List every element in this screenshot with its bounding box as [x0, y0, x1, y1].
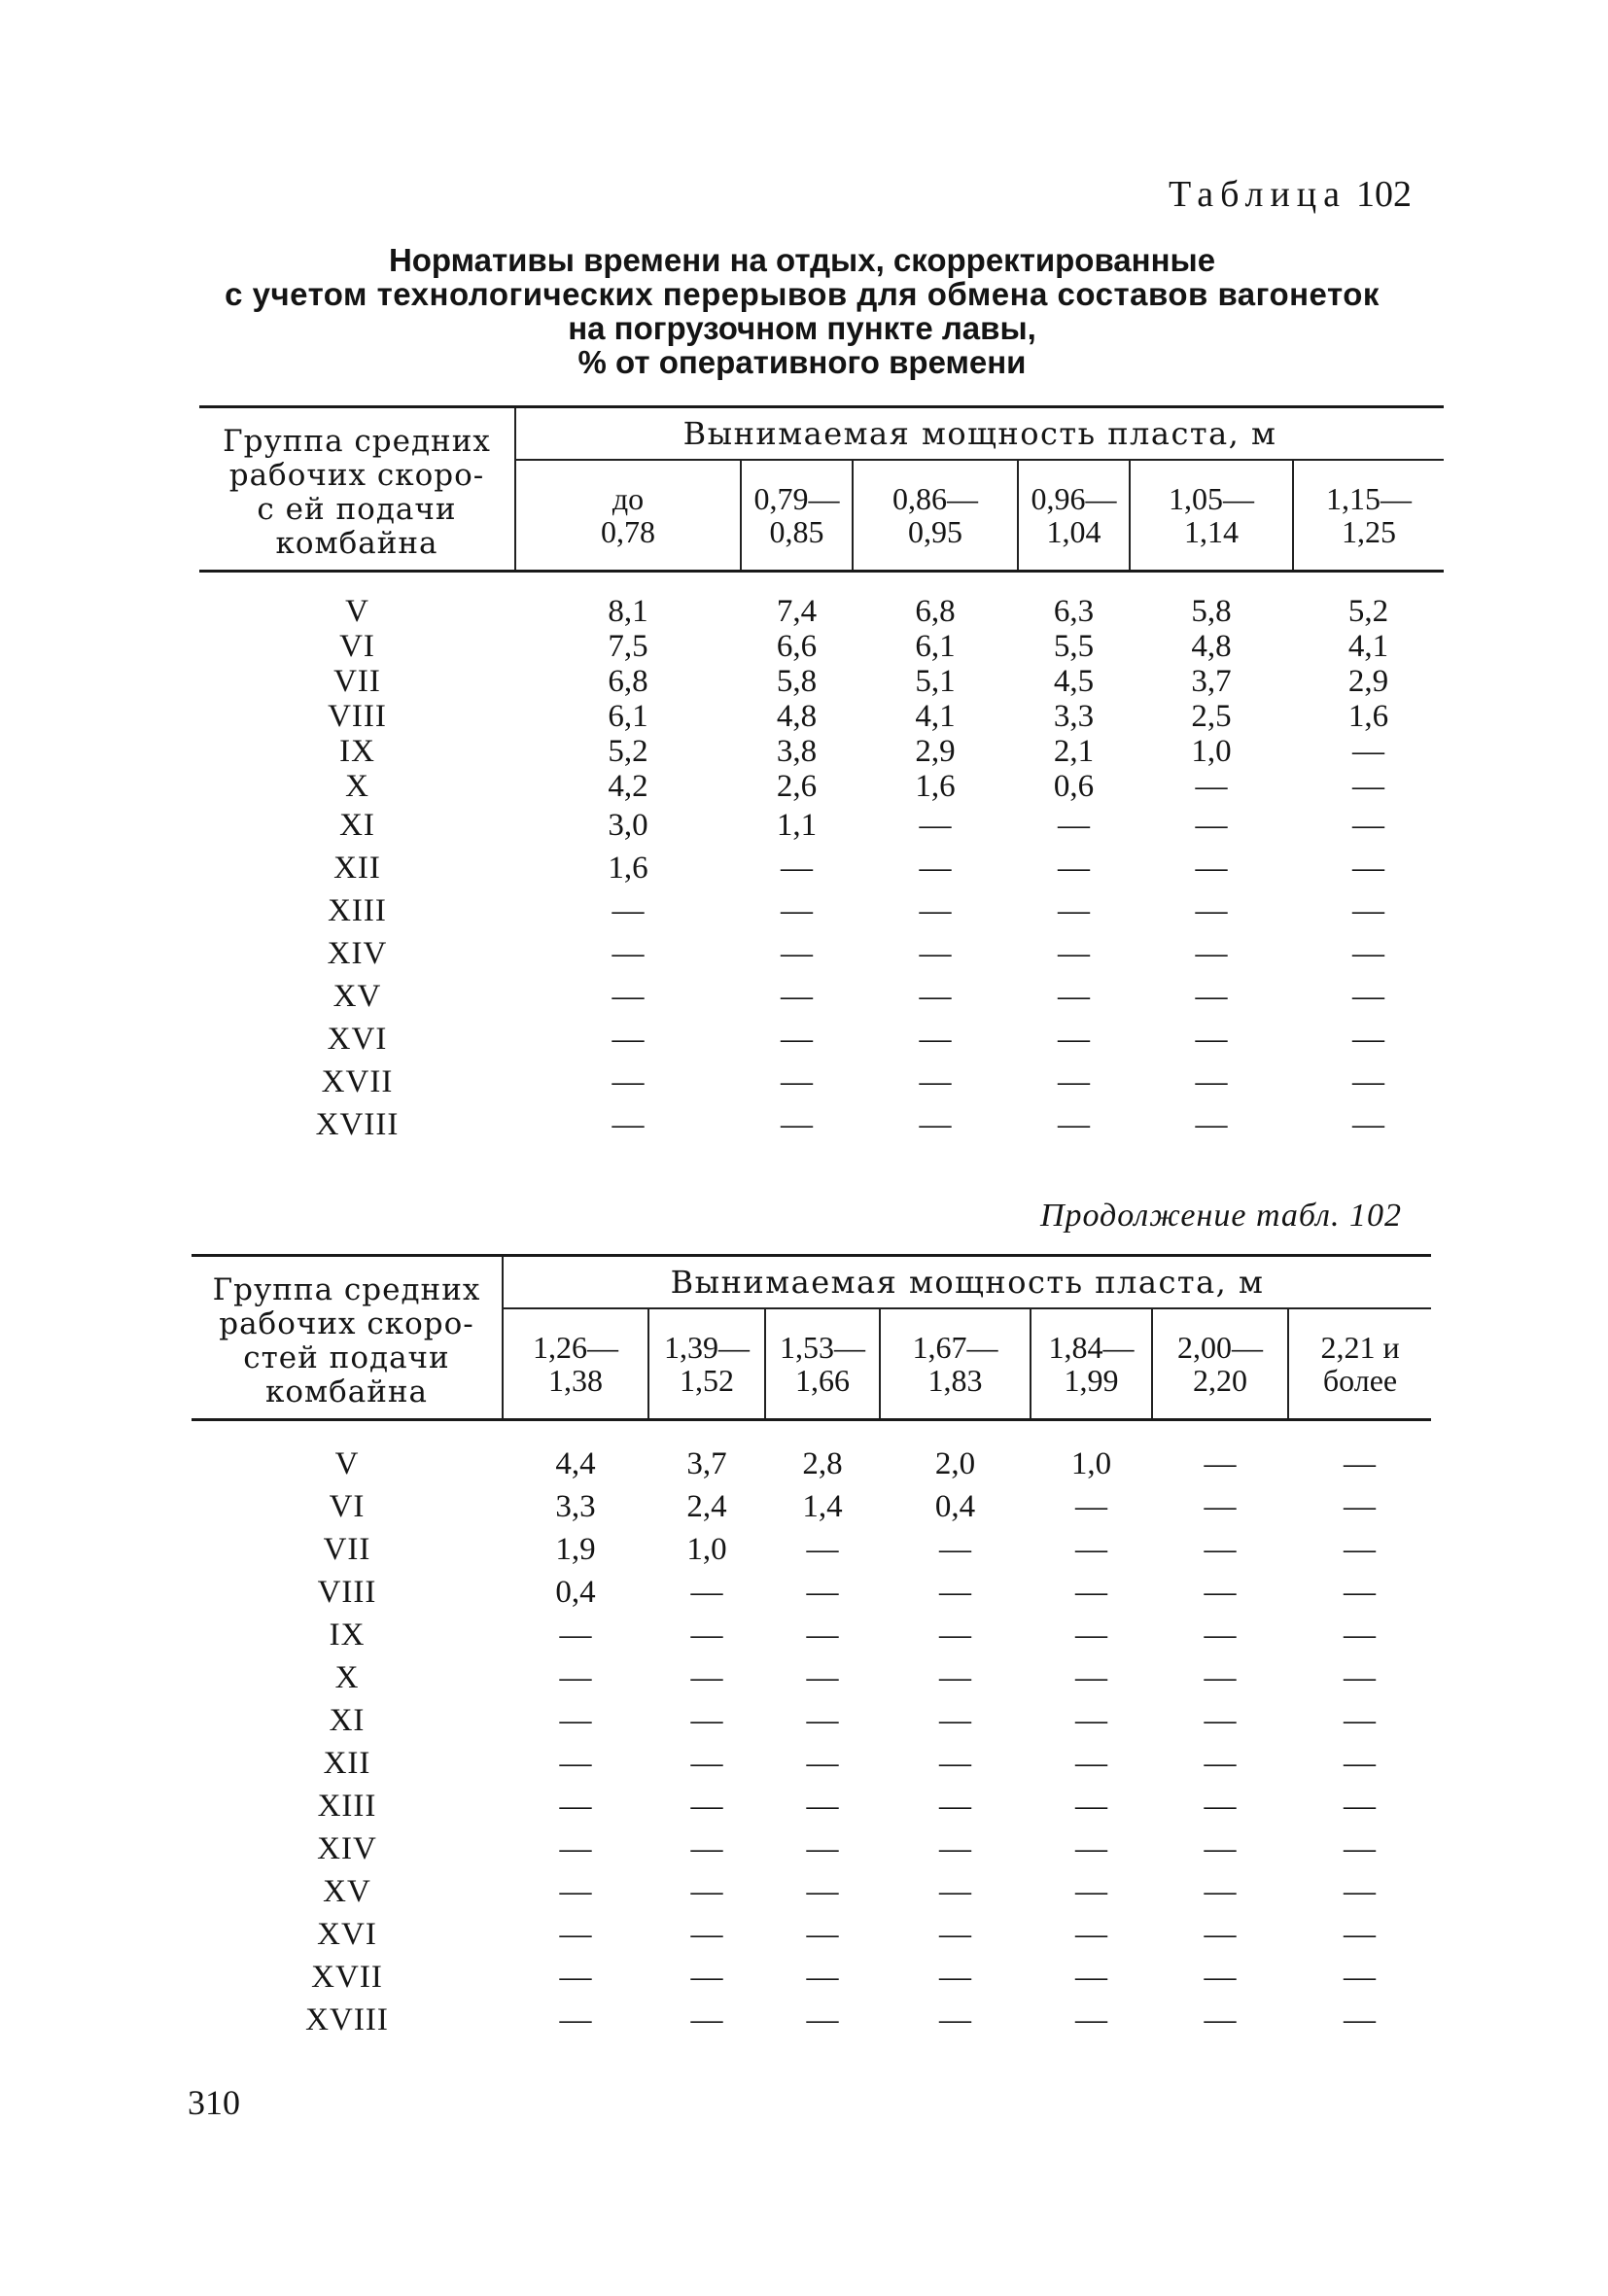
value-cell: — — [1344, 1703, 1376, 1738]
group-cell: VI — [339, 629, 375, 664]
table-row — [192, 1827, 1431, 1870]
value-cell: — — [781, 1022, 813, 1057]
group-header — [199, 408, 515, 572]
column-header: 2,21 и более — [1288, 1308, 1431, 1420]
value-cell: — — [1195, 808, 1228, 843]
value-cell: 2,1 — [1053, 734, 1095, 769]
value-cell: — — [612, 1064, 645, 1099]
value-cell: 5,5 — [1053, 629, 1095, 664]
value-cell: — — [939, 1874, 971, 1909]
table-caption — [194, 243, 1410, 379]
value-cell: — — [1204, 1746, 1237, 1781]
group-cell: VII — [323, 1532, 371, 1567]
value-header: Вынимаемая мощность пласта, м — [503, 1257, 1431, 1308]
value-cell: — — [612, 893, 645, 928]
value-cell: — — [806, 1960, 839, 1995]
value-cell: 2,6 — [776, 769, 818, 804]
table-row — [199, 804, 1444, 847]
value-cell: 6,8 — [608, 664, 648, 699]
group-cell: X — [345, 769, 369, 804]
value-cell: — — [690, 1575, 723, 1610]
value-cell: — — [1195, 936, 1228, 971]
value-cell: — — [1352, 808, 1384, 843]
value-cell: — — [1195, 1022, 1228, 1057]
value-cell: — — [1344, 1960, 1376, 1995]
value-cell: — — [1075, 1489, 1107, 1524]
value-cell: — — [1344, 1917, 1376, 1952]
group-header-line: рабочих скоро- — [228, 458, 485, 493]
group-cell: VII — [333, 664, 381, 699]
value-cell: — — [1075, 1874, 1107, 1909]
value-cell: — — [939, 2002, 971, 2037]
value-cell: — — [690, 1746, 723, 1781]
value-cell: — — [919, 1064, 952, 1099]
value-cell: — — [1204, 2002, 1237, 2037]
value-cell: — — [690, 2002, 723, 2037]
value-cell: — — [919, 1022, 952, 1057]
column-header: 1,67— 1,83 — [880, 1308, 1031, 1420]
group-header-line: рабочих скоро- — [219, 1306, 474, 1341]
value-cell: — — [806, 2002, 839, 2037]
group-cell: XVII — [321, 1064, 394, 1099]
group-cell: XII — [333, 851, 381, 886]
group-header-line: с ей подачи — [257, 492, 457, 527]
group-cell: VI — [329, 1489, 366, 1524]
value-cell: — — [781, 1107, 813, 1142]
value-cell: — — [559, 1831, 592, 1866]
value-cell: 5,2 — [608, 734, 648, 769]
value-cell: — — [1344, 1618, 1376, 1652]
table-body — [192, 1420, 1431, 2042]
table-row — [192, 1614, 1431, 1656]
value-cell: — — [919, 979, 952, 1014]
value-cell: — — [919, 893, 952, 928]
group-cell: IX — [339, 734, 375, 769]
value-cell: — — [1352, 1022, 1384, 1057]
value-cell: — — [1204, 1831, 1237, 1866]
value-cell: 4,2 — [608, 769, 648, 804]
value-cell: 4,1 — [915, 699, 956, 734]
value-cell: 7,4 — [776, 594, 818, 629]
value-cell: 4,8 — [776, 699, 818, 734]
column-header: 1,39— 1,52 — [648, 1308, 765, 1420]
value-cell: 2,9 — [915, 734, 956, 769]
group-cell: XI — [329, 1703, 366, 1738]
group-header-line: комбайна — [275, 526, 438, 561]
table-row — [199, 664, 1444, 699]
table-row — [199, 889, 1444, 932]
table-row — [199, 699, 1444, 734]
table-row — [199, 734, 1444, 769]
value-cell: — — [690, 1789, 723, 1824]
value-cell: 3,3 — [555, 1489, 596, 1524]
group-cell: XVI — [317, 1917, 377, 1952]
table-row — [192, 1956, 1431, 1999]
value-cell: — — [1058, 936, 1090, 971]
group-cell: XII — [323, 1746, 371, 1781]
value-cell: 2,4 — [686, 1489, 727, 1524]
value-cell: — — [1204, 1703, 1237, 1738]
table-row — [192, 1870, 1431, 1913]
value-cell: 3,3 — [1053, 699, 1095, 734]
page-number: 310 — [188, 2083, 240, 2122]
value-cell: 2,5 — [1191, 699, 1232, 734]
column-header: до 0,78 — [515, 460, 741, 572]
value-cell: — — [559, 1618, 592, 1652]
column-header: 1,84— 1,99 — [1031, 1308, 1152, 1420]
caption-line: на погрузочном пункте лавы, — [568, 310, 1036, 346]
value-cell: — — [1344, 1532, 1376, 1567]
table-row — [199, 932, 1444, 975]
value-cell: 5,2 — [1347, 594, 1389, 629]
norms-table-2 — [192, 1254, 1431, 2041]
caption-line: % от оперативного времени — [577, 344, 1027, 380]
table-row — [192, 1485, 1431, 1528]
value-cell: — — [1075, 1575, 1107, 1610]
group-header-line: Группа средних — [223, 424, 491, 459]
value-cell: — — [1344, 2002, 1376, 2037]
value-cell: — — [559, 1746, 592, 1781]
value-cell: — — [1344, 1831, 1376, 1866]
value-cell: — — [1204, 1789, 1237, 1824]
table-row — [199, 975, 1444, 1018]
value-cell: 3,0 — [608, 808, 648, 843]
value-cell: — — [806, 1703, 839, 1738]
value-cell: — — [939, 1789, 971, 1824]
value-cell: — — [781, 979, 813, 1014]
value-cell: — — [1344, 1789, 1376, 1824]
value-cell: 4,1 — [1347, 629, 1389, 664]
value-cell: — — [559, 1660, 592, 1695]
group-cell: XIII — [317, 1789, 377, 1824]
group-header — [192, 1257, 503, 1420]
value-cell: 4,8 — [1191, 629, 1232, 664]
value-cell: — — [1075, 2002, 1107, 2037]
group-cell: XVIII — [315, 1107, 400, 1142]
value-cell: — — [919, 808, 952, 843]
value-cell: — — [1195, 851, 1228, 886]
value-cell: — — [919, 1107, 952, 1142]
value-cell: — — [939, 1746, 971, 1781]
value-cell: — — [690, 1960, 723, 1995]
group-cell: XI — [339, 808, 375, 843]
value-cell: — — [559, 1789, 592, 1824]
value-cell: — — [781, 893, 813, 928]
value-cell: — — [612, 1022, 645, 1057]
value-cell: — — [559, 2002, 592, 2037]
table-row — [192, 1528, 1431, 1571]
value-cell: — — [690, 1917, 723, 1952]
value-cell: — — [1344, 1446, 1376, 1481]
value-cell: 3,7 — [686, 1446, 727, 1481]
value-cell: — — [1352, 1107, 1384, 1142]
value-cell: — — [1352, 979, 1384, 1014]
table-row — [199, 1103, 1444, 1146]
value-cell: — — [1075, 1831, 1107, 1866]
column-header: 0,86— 0,95 — [853, 460, 1018, 572]
group-cell: VIII — [328, 699, 387, 734]
value-cell: — — [1204, 1532, 1237, 1567]
value-cell: — — [559, 1703, 592, 1738]
value-cell: 6,6 — [776, 629, 818, 664]
value-cell: — — [806, 1746, 839, 1781]
value-cell: — — [1352, 734, 1384, 769]
value-cell: — — [1058, 1064, 1090, 1099]
group-cell: V — [345, 594, 369, 629]
value-cell: — — [1195, 1107, 1228, 1142]
norms-table-1 — [199, 405, 1444, 1146]
value-cell: — — [781, 851, 813, 886]
table-row — [199, 1018, 1444, 1061]
value-cell: — — [559, 1874, 592, 1909]
table-row — [192, 1785, 1431, 1827]
group-header-line: Группа средних — [212, 1272, 481, 1307]
value-cell: — — [939, 1575, 971, 1610]
value-cell: — — [1204, 1618, 1237, 1652]
value-cell: — — [1352, 936, 1384, 971]
value-cell: — — [1204, 1874, 1237, 1909]
value-cell: 0,4 — [934, 1489, 976, 1524]
value-cell: — — [919, 936, 952, 971]
value-cell: — — [806, 1917, 839, 1952]
value-cell: — — [612, 936, 645, 971]
caption-line: с учетом технологических перерывов для обмена составов вагонеток — [225, 276, 1380, 312]
value-cell: — — [781, 1064, 813, 1099]
value-cell: — — [1204, 1960, 1237, 1995]
value-cell: — — [1195, 769, 1228, 804]
value-cell: 1,1 — [776, 808, 818, 843]
value-cell: — — [1344, 1489, 1376, 1524]
table-row — [192, 1699, 1431, 1742]
value-cell: 6,1 — [915, 629, 956, 664]
value-cell: 1,4 — [802, 1489, 843, 1524]
value-cell: — — [1058, 893, 1090, 928]
table-row — [192, 1656, 1431, 1699]
value-cell: — — [806, 1789, 839, 1824]
value-cell: 5,8 — [776, 664, 818, 699]
value-cell: — — [806, 1831, 839, 1866]
value-cell: — — [1075, 1618, 1107, 1652]
value-cell: — — [1195, 893, 1228, 928]
continuation-label: Продолжение табл. 102 — [1039, 1198, 1402, 1234]
value-cell: — — [559, 1917, 592, 1952]
value-cell: 1,0 — [686, 1532, 727, 1567]
value-cell: — — [1344, 1746, 1376, 1781]
value-cell: — — [1204, 1917, 1237, 1952]
value-cell: — — [1075, 1789, 1107, 1824]
value-cell: — — [1352, 893, 1384, 928]
value-cell: — — [806, 1618, 839, 1652]
value-cell: — — [1344, 1874, 1376, 1909]
value-cell: 6,3 — [1053, 594, 1095, 629]
value-cell: — — [1344, 1660, 1376, 1695]
value-cell: — — [919, 851, 952, 886]
table-row — [192, 1999, 1431, 2041]
value-cell: 0,6 — [1053, 769, 1095, 804]
value-cell: 1,6 — [915, 769, 956, 804]
group-cell: XIV — [317, 1831, 377, 1866]
table-row — [192, 1571, 1431, 1614]
value-cell: 1,0 — [1070, 1446, 1112, 1481]
group-cell: XIV — [327, 936, 388, 971]
column-header: 2,00— 2,20 — [1152, 1308, 1288, 1420]
value-cell: — — [1075, 1960, 1107, 1995]
group-cell: X — [334, 1660, 360, 1695]
value-cell: 6,1 — [608, 699, 648, 734]
value-cell: — — [939, 1917, 971, 1952]
value-cell: 6,8 — [915, 594, 956, 629]
value-cell: — — [1352, 851, 1384, 886]
value-cell: — — [806, 1874, 839, 1909]
table-label-number: 102 — [1356, 174, 1412, 215]
table-row — [199, 1061, 1444, 1103]
group-cell: XIII — [328, 893, 387, 928]
column-header: 0,79— 0,85 — [741, 460, 853, 572]
value-cell: — — [1058, 979, 1090, 1014]
group-cell: V — [334, 1446, 360, 1481]
column-header: 0,96— 1,04 — [1018, 460, 1130, 572]
value-cell: — — [1058, 808, 1090, 843]
value-cell: — — [1058, 851, 1090, 886]
value-cell: — — [690, 1831, 723, 1866]
value-cell: 1,0 — [1191, 734, 1232, 769]
value-cell: 1,9 — [555, 1532, 596, 1567]
value-cell: — — [1352, 769, 1384, 804]
value-cell: — — [559, 1960, 592, 1995]
value-cell: — — [1075, 1532, 1107, 1567]
column-header: 1,05— 1,14 — [1130, 460, 1293, 572]
table-row — [199, 594, 1444, 629]
value-cell: — — [1204, 1489, 1237, 1524]
value-cell: — — [1344, 1575, 1376, 1610]
value-cell: — — [1352, 1064, 1384, 1099]
value-cell: — — [939, 1618, 971, 1652]
group-header-line: комбайна — [264, 1374, 429, 1409]
value-cell: — — [1204, 1660, 1237, 1695]
table-label-word: Таблица — [1168, 174, 1346, 215]
value-header: Вынимаемая мощность пласта, м — [515, 408, 1444, 460]
value-cell: — — [939, 1831, 971, 1866]
value-cell: — — [1195, 979, 1228, 1014]
column-header: 1,26— 1,38 — [503, 1308, 648, 1420]
value-cell: 8,1 — [608, 594, 648, 629]
value-cell: — — [806, 1660, 839, 1695]
value-cell: — — [690, 1874, 723, 1909]
group-header-line: стей подачи — [243, 1340, 450, 1375]
value-cell: 3,7 — [1191, 664, 1232, 699]
caption-line: Нормативы времени на отдых, скорректированные — [388, 242, 1216, 278]
value-cell: 3,8 — [776, 734, 818, 769]
value-cell: — — [939, 1960, 971, 1995]
table-row — [199, 769, 1444, 804]
column-header: 1,15— 1,25 — [1293, 460, 1444, 572]
value-cell: — — [1058, 1022, 1090, 1057]
value-cell: — — [690, 1618, 723, 1652]
value-cell: 1,6 — [608, 851, 648, 886]
value-cell: — — [806, 1575, 839, 1610]
group-cell: VIII — [317, 1575, 377, 1610]
value-cell: — — [939, 1660, 971, 1695]
value-cell: 4,5 — [1053, 664, 1095, 699]
column-header: 1,53— 1,66 — [765, 1308, 880, 1420]
value-cell: — — [1058, 1107, 1090, 1142]
table-row — [199, 629, 1444, 664]
table-row — [192, 1443, 1431, 1485]
table-row — [192, 1742, 1431, 1785]
value-cell: — — [806, 1532, 839, 1567]
value-cell: — — [939, 1532, 971, 1567]
group-cell: XV — [323, 1874, 371, 1909]
group-cell: XVIII — [305, 2002, 389, 2037]
value-cell: 5,1 — [915, 664, 956, 699]
value-cell: — — [1075, 1746, 1107, 1781]
value-cell: — — [1195, 1064, 1228, 1099]
table-row — [192, 1913, 1431, 1956]
group-cell: XVI — [327, 1022, 388, 1057]
value-cell: — — [690, 1660, 723, 1695]
value-cell: — — [612, 1107, 645, 1142]
value-cell: 2,9 — [1347, 664, 1389, 699]
group-cell: XVII — [311, 1960, 383, 1995]
value-cell: 2,0 — [934, 1446, 976, 1481]
value-cell: — — [1204, 1575, 1237, 1610]
value-cell: — — [1204, 1446, 1237, 1481]
value-cell: — — [781, 936, 813, 971]
table-body — [199, 572, 1444, 1147]
group-cell: XV — [332, 979, 382, 1014]
value-cell: 4,4 — [555, 1446, 596, 1481]
value-cell: 2,8 — [802, 1446, 843, 1481]
value-cell: — — [1075, 1703, 1107, 1738]
group-cell: IX — [329, 1618, 366, 1652]
value-cell: — — [1075, 1660, 1107, 1695]
value-cell: — — [1075, 1917, 1107, 1952]
value-cell: 5,8 — [1191, 594, 1232, 629]
table-row — [199, 847, 1444, 889]
value-cell: 0,4 — [555, 1575, 596, 1610]
value-cell: 7,5 — [608, 629, 648, 664]
table-label — [1169, 173, 1412, 216]
value-cell: — — [690, 1703, 723, 1738]
value-cell: — — [612, 979, 645, 1014]
value-cell: — — [939, 1703, 971, 1738]
value-cell: 1,6 — [1347, 699, 1389, 734]
